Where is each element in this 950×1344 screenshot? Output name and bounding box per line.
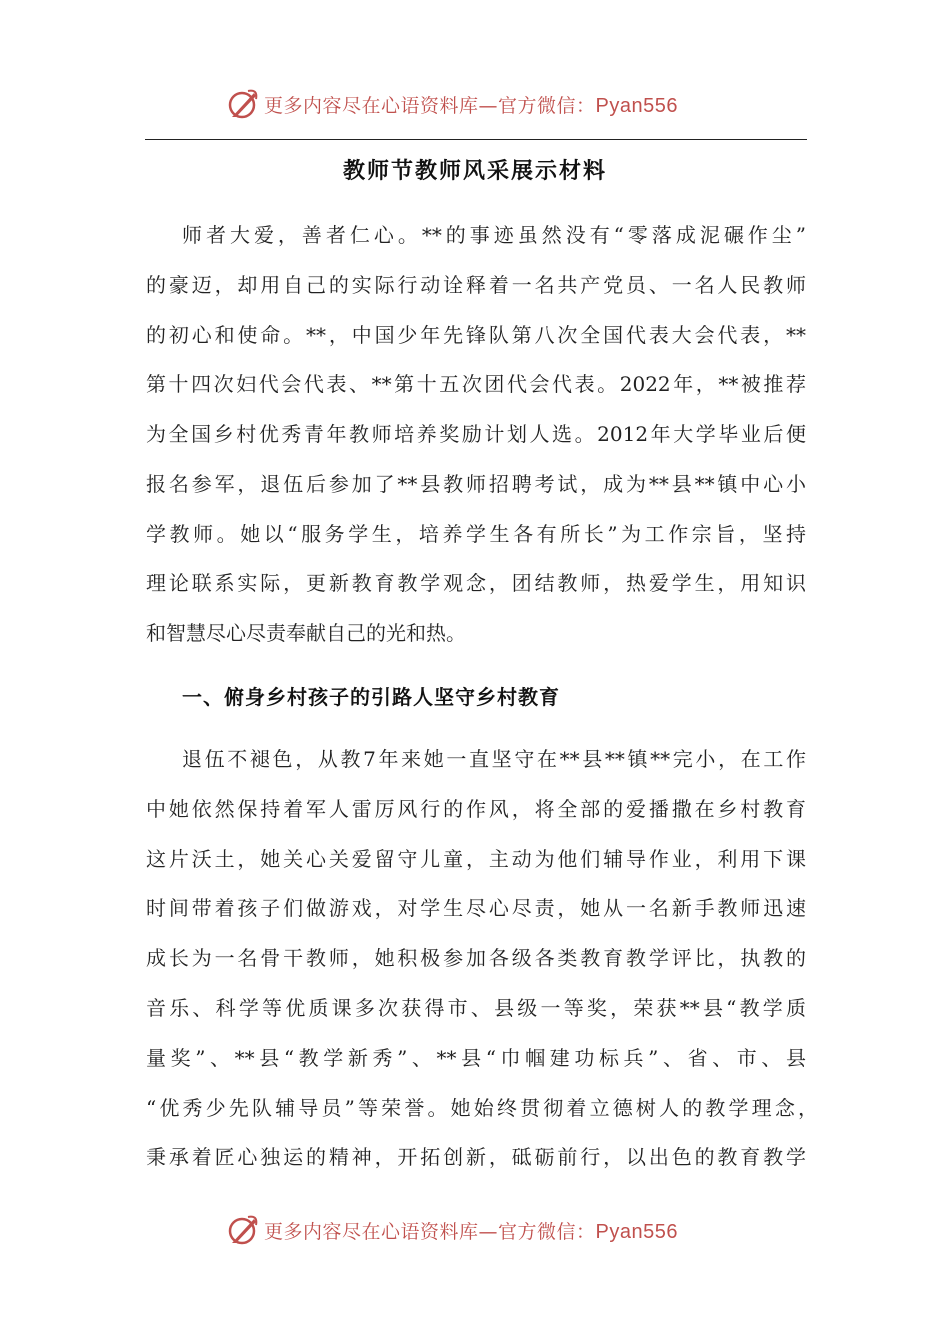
- footer-banner: [0, 1210, 950, 1250]
- banner-handle: Pyan556: [595, 1220, 678, 1243]
- header-divider: [145, 139, 807, 140]
- page-title: 教师节教师风采展示材料: [342, 159, 607, 184]
- paragraph-line: 音乐、科学等优质课多次获得市、县级一等奖，荣获**县“教学质: [146, 996, 806, 1020]
- paragraph-line: 第十四次妇代会代表、**第十五次团代会代表。2022年，**被推荐: [146, 372, 806, 396]
- paragraph-line: 中她依然保持着军人雷厉风行的作风，将全部的爱播撒在乡村教育: [146, 797, 806, 821]
- paragraph-line: 退伍不褪色，从教7年来她一直坚守在**县**镇**完小，在工作: [182, 747, 806, 771]
- paragraph-line: 量奖”、**县“教学新秀”、**县“巾帼建功标兵”、省、市、县: [146, 1046, 806, 1070]
- paragraph-line: 时间带着孩子们做游戏，对学生尽心尽责，她从一名新手教师迅速: [146, 896, 806, 920]
- paragraph-line: “优秀少先队辅导员”等荣誉。她始终贯彻着立德树人的教学理念，: [146, 1096, 818, 1120]
- section-heading: 一、俯身乡村孩子的引路人坚守乡村教育: [182, 685, 560, 709]
- quill-logo-icon: [226, 87, 260, 121]
- paragraph-line: 成长为一名骨干教师，她积极参加各级各类教育教学评比，执教的: [146, 946, 806, 970]
- paragraph-line: 和智慧尽心尽责奉献自己的光和热。: [146, 621, 466, 645]
- paragraph-line: 理论联系实际，更新教育教学观念，团结教师，热爱学生，用知识: [146, 571, 806, 595]
- paragraph-line: 这片沃土，她关心关爱留守儿童，主动为他们辅导作业，利用下课: [146, 847, 806, 871]
- paragraph-line: 报名参军，退伍后参加了**县教师招聘考试，成为**县**镇中心小: [146, 472, 806, 496]
- quill-logo-icon: [226, 1213, 260, 1247]
- paragraph-line: 学教师。她以“服务学生，培养学生各有所长”为工作宗旨，坚持: [146, 522, 806, 546]
- paragraph-line: 为全国乡村优秀青年教师培养奖励计划人选。2012年大学毕业后便: [146, 422, 806, 446]
- banner-text: 更多内容尽在心语资料库—官方微信：Pyan556: [264, 1220, 678, 1243]
- paragraph-line: 师者大爱，善者仁心。**的事迹虽然没有“零落成泥碾作尘”: [182, 223, 806, 247]
- banner-handle: Pyan556: [595, 94, 678, 117]
- header-banner: [0, 84, 950, 124]
- paragraph-line: 的初心和使命。**，中国少年先锋队第八次全国代表大会代表，**: [146, 323, 806, 347]
- banner-text: 更多内容尽在心语资料库—官方微信：Pyan556: [264, 94, 678, 117]
- paragraph-line: 秉承着匠心独运的精神，开拓创新，砥砺前行，以出色的教育教学: [146, 1145, 806, 1169]
- paragraph-line: 的豪迈，却用自己的实际行动诠释着一名共产党员、一名人民教师: [146, 273, 806, 297]
